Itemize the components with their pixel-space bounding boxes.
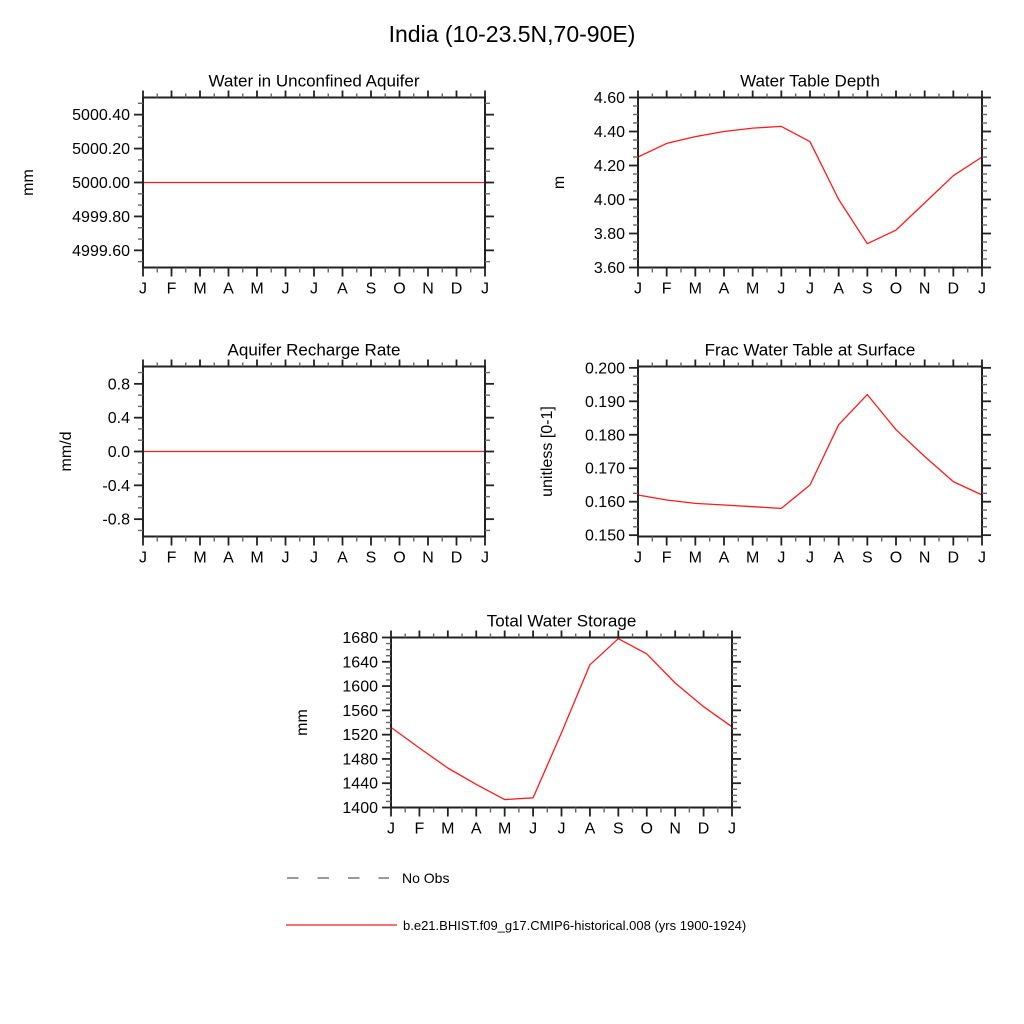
x-tick-label: A (584, 820, 596, 838)
y-tick-label: 5000.00 (72, 175, 130, 192)
x-tick-label: J (777, 549, 786, 567)
y-tick-label: 1440 (342, 775, 378, 793)
x-tick-label: J (310, 549, 318, 567)
x-tick-label: M (688, 280, 702, 298)
x-tick-label: F (166, 549, 177, 567)
y-tick-label: 5000.20 (72, 141, 130, 159)
x-tick-label: F (661, 280, 672, 298)
x-tick-label: F (414, 820, 425, 838)
x-tick-label: J (806, 280, 814, 298)
y-tick-label: 4.00 (593, 192, 625, 209)
x-tick-label: N (918, 280, 931, 298)
x-tick-label: J (139, 549, 147, 567)
x-tick-label: S (861, 280, 873, 298)
no-obs-label: No Obs (402, 870, 450, 886)
x-tick-label: M (250, 549, 264, 567)
y-tick-label: 5000.40 (72, 107, 130, 125)
x-tick-label: J (978, 549, 986, 567)
x-tick-label: J (777, 280, 786, 298)
total-water-storage-ylabel: mm (294, 709, 311, 736)
x-tick-label: S (861, 549, 873, 567)
x-tick-label: J (481, 280, 489, 298)
x-tick-label: A (223, 549, 234, 567)
frac-water-table-surface-axes-box (638, 367, 982, 537)
x-tick-label: M (193, 280, 207, 298)
x-tick-label: J (728, 820, 736, 838)
water-unconfined-aquifer-ylabel: mm (20, 169, 37, 196)
water-table-depth-title: Water Table Depth (740, 71, 880, 91)
legend-entry-series (286, 916, 746, 934)
total-water-storage-title: Total Water Storage (486, 611, 637, 631)
y-tick-label: -0.8 (102, 511, 130, 529)
x-tick-label: A (223, 280, 234, 298)
y-tick-label: 0.170 (584, 460, 625, 478)
y-tick-label: 1600 (342, 678, 378, 696)
x-tick-label: M (441, 820, 455, 838)
x-tick-label: J (634, 549, 642, 567)
y-tick-label: 4999.60 (72, 242, 130, 260)
y-tick-label: 0.200 (584, 360, 625, 378)
y-tick-label: 0.4 (107, 410, 130, 428)
x-tick-label: A (718, 280, 730, 298)
x-tick-label: J (634, 280, 642, 298)
x-tick-label: S (365, 549, 377, 567)
x-tick-label: S (365, 280, 377, 298)
x-tick-label: M (498, 820, 512, 838)
x-tick-label: J (481, 549, 489, 567)
x-tick-label: O (640, 820, 653, 838)
frac-water-table-surface-series-line (638, 395, 982, 509)
y-tick-label: 3.60 (593, 260, 625, 277)
x-tick-label: D (947, 549, 960, 567)
x-tick-label: D (697, 820, 710, 838)
panel-aquifer-recharge-rate (58, 341, 494, 567)
y-tick-label: 0.150 (584, 527, 625, 545)
x-tick-label: M (746, 280, 760, 298)
x-tick-label: A (337, 280, 348, 298)
aquifer-recharge-rate-ylabel: mm/d (58, 431, 75, 472)
x-tick-label: M (688, 549, 702, 567)
x-tick-label: O (393, 280, 406, 298)
y-tick-label: 4.60 (593, 90, 625, 107)
x-tick-label: A (337, 549, 348, 567)
x-tick-label: O (889, 280, 903, 298)
total-water-storage-series-line (391, 639, 732, 800)
x-tick-label: J (281, 549, 290, 567)
no-obs-dashed-line-icon (286, 869, 390, 887)
frac-water-table-surface-ylabel: unitless [0-1] (539, 406, 556, 497)
x-tick-label: J (529, 820, 538, 838)
total-water-storage-axes-box (391, 638, 732, 808)
panel-frac-water-table-surface (539, 341, 991, 567)
water-table-depth-series-line (638, 126, 982, 243)
y-tick-label: 0.160 (584, 494, 625, 512)
y-tick-label: 4.40 (593, 124, 625, 141)
y-tick-label: 0.8 (107, 376, 130, 394)
y-tick-label: 1680 (342, 630, 378, 647)
y-tick-label: 1400 (342, 800, 378, 817)
y-tick-label: 1640 (342, 654, 378, 672)
y-tick-label: 0.0 (107, 444, 130, 461)
water-table-depth-axes-box (638, 98, 982, 268)
x-tick-label: N (422, 549, 434, 567)
x-tick-label: M (746, 549, 760, 567)
x-tick-label: J (139, 280, 147, 298)
x-tick-label: A (718, 549, 730, 567)
x-tick-label: J (557, 820, 566, 838)
x-tick-label: A (470, 820, 482, 838)
x-tick-label: A (833, 549, 845, 567)
water-unconfined-aquifer-title: Water in Unconfined Aquifer (208, 71, 420, 91)
x-tick-label: F (166, 280, 177, 298)
y-tick-label: 4.20 (593, 158, 625, 175)
frac-water-table-surface-title: Frac Water Table at Surface (704, 340, 916, 360)
x-tick-label: J (806, 549, 814, 567)
x-tick-label: D (450, 549, 463, 567)
x-tick-label: N (669, 820, 681, 838)
figure-title: India (10-23.5N,70-90E) (388, 21, 636, 47)
x-tick-label: O (393, 549, 406, 567)
y-tick-label: -0.4 (102, 477, 130, 495)
x-tick-label: N (918, 549, 931, 567)
y-tick-label: 0.180 (584, 427, 625, 445)
water-table-depth-ylabel: m (551, 175, 568, 190)
x-tick-label: A (833, 280, 845, 298)
y-tick-label: 1520 (342, 727, 378, 745)
panel-water-unconfined-aquifer (20, 72, 494, 298)
x-tick-label: J (281, 280, 290, 298)
x-tick-label: N (422, 280, 434, 298)
y-tick-label: 1480 (342, 751, 378, 769)
x-tick-label: M (250, 280, 264, 298)
y-tick-label: 4999.80 (72, 208, 130, 226)
aquifer-recharge-rate-title: Aquifer Recharge Rate (227, 340, 401, 360)
x-tick-label: D (450, 280, 463, 298)
series-line-icon (286, 916, 397, 934)
y-tick-label: 0.190 (584, 393, 625, 411)
x-tick-label: J (310, 280, 318, 298)
x-tick-label: J (978, 280, 986, 298)
panel-water-table-depth (551, 72, 991, 298)
panel-total-water-storage (294, 612, 741, 838)
x-tick-label: J (387, 820, 395, 838)
y-tick-label: 3.80 (593, 226, 625, 243)
x-tick-label: S (612, 820, 624, 838)
series-label: b.e21.BHIST.f09_g17.CMIP6-historical.008 (yrs 1900-1924) (403, 917, 747, 933)
x-tick-label: F (661, 549, 672, 567)
x-tick-label: O (889, 549, 903, 567)
x-tick-label: M (193, 549, 207, 567)
legend-entry-no-obs (286, 869, 449, 887)
y-tick-label: 1560 (342, 702, 378, 720)
x-tick-label: D (947, 280, 960, 298)
